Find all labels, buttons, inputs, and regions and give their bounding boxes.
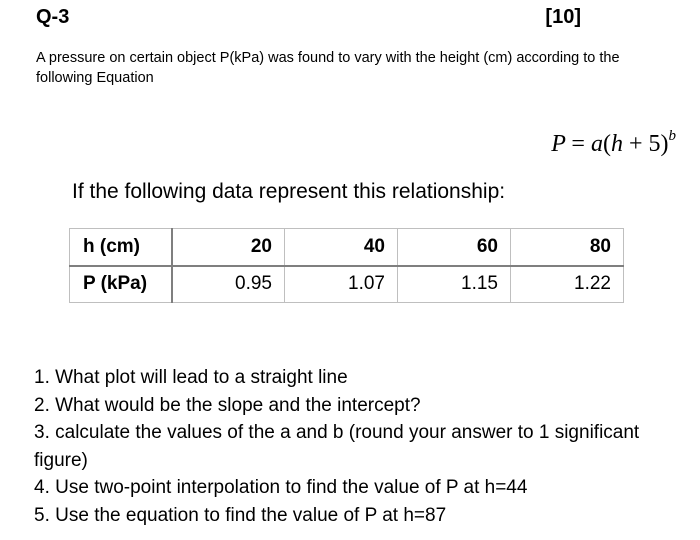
table-cell: 1.22 (511, 266, 624, 303)
table-cell: 1.07 (285, 266, 398, 303)
table-row (70, 266, 624, 303)
question-list (34, 364, 674, 529)
equation-variable: h (610, 131, 623, 157)
table-cell: 80 (511, 229, 624, 266)
table-row (70, 229, 624, 266)
list-item: 4. Use two-point interpolation to find the value of P at h=44 (34, 477, 528, 498)
table-cell: 20 (172, 229, 285, 266)
list-item: 2. What would be the slope and the intercept? (34, 394, 421, 416)
lead-text: If the following data represent this relationship: (72, 180, 506, 203)
equation-rest: + 5) (622, 131, 669, 157)
equation-exponent: b (668, 128, 676, 144)
question-number: Q-3 (36, 6, 70, 28)
question-marks: [10] (545, 6, 581, 28)
equation-equals: = (571, 131, 585, 157)
intro-text: A pressure on certain object P(kPa) was found to vary with the height (cm) according to the following Equation (36, 50, 620, 86)
list-item: 1. What plot will lead to a straight line (34, 367, 348, 388)
table-cell: 1.15 (398, 266, 511, 303)
equation (551, 130, 676, 158)
list-item: 3. calculate the values of the a and b (round your answer to 1 significant figure) (34, 422, 640, 471)
equation-open-paren: ( (602, 131, 611, 157)
equation-coefficient: a (590, 131, 603, 157)
table-cell: 60 (398, 229, 511, 266)
row-label: P (kPa) (70, 266, 172, 303)
row-label: h (cm) (70, 229, 172, 266)
equation-lhs: P (551, 131, 566, 157)
list-item: 5. Use the equation to find the value of P at h=87 (34, 504, 447, 526)
table-cell: 0.95 (172, 266, 285, 303)
table-cell: 40 (285, 229, 398, 266)
data-table (69, 228, 624, 303)
